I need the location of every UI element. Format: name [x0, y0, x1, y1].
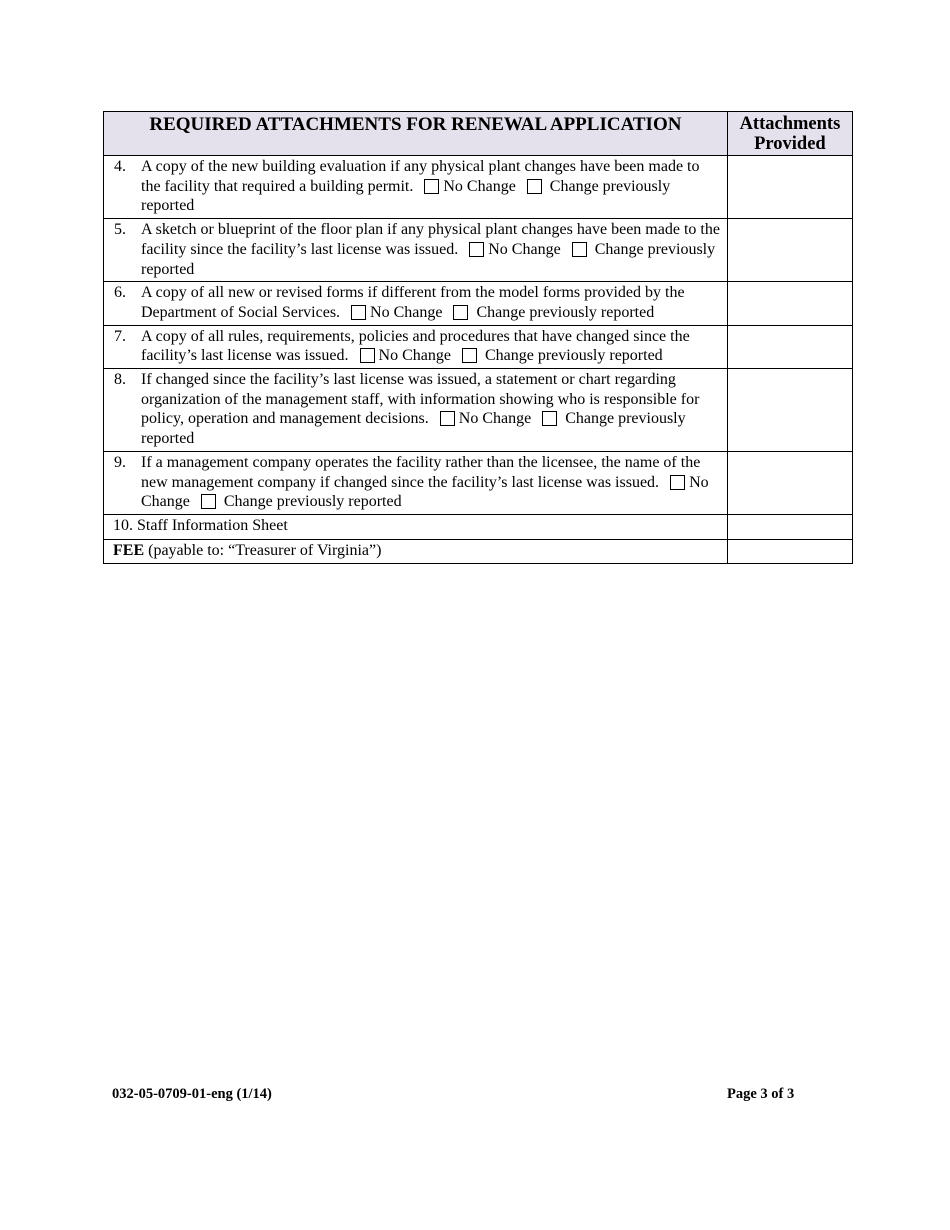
item-number: 8. [114, 371, 126, 389]
change-previously-reported-checkbox[interactable] [462, 348, 477, 363]
change-previously-reported-label: Change previously reported [484, 347, 663, 365]
no-change-label: No Change [370, 303, 443, 321]
item-cell [104, 282, 728, 325]
attachment-provided-cell[interactable] [727, 369, 852, 452]
item-text-block [141, 370, 722, 449]
change-previously-reported-label: Change previously reported [141, 410, 686, 448]
item-text-block [141, 157, 722, 216]
table-row [104, 369, 853, 452]
item-content [105, 370, 726, 450]
item-text-block [141, 283, 722, 322]
table-row [104, 219, 853, 282]
table-row [104, 451, 853, 514]
item-text: If changed since the facility’s last license was issued, a statement or chart regarding organization of the management staff, with information showing who is responsible for policy, operation and management decisions. [141, 371, 700, 428]
no-change-label: No Change [378, 347, 451, 365]
attachment-provided-cell[interactable] [727, 325, 852, 368]
fee-text: (payable to: “Treasurer of Virginia”) [148, 541, 382, 559]
no-change-checkbox[interactable] [351, 305, 366, 320]
no-change-checkbox[interactable] [360, 348, 375, 363]
attachment-provided-cell[interactable] [727, 156, 852, 219]
change-previously-reported-checkbox[interactable] [542, 411, 557, 426]
attachment-provided-cell[interactable] [727, 219, 852, 282]
attachment-provided-cell[interactable] [727, 282, 852, 325]
item-cell [104, 369, 728, 452]
item-text: A copy of the new building evaluation if any physical plant changes have been made to the facility that required a building permit. [141, 158, 700, 195]
change-previously-reported-checkbox[interactable] [527, 179, 542, 194]
item-number: 7. [114, 327, 126, 345]
item-cell [104, 451, 728, 514]
change-previously-reported-checkbox[interactable] [572, 242, 587, 257]
change-previously-reported-checkbox[interactable] [453, 305, 468, 320]
change-previously-reported-label: Change previously reported [476, 303, 655, 321]
table-row [104, 282, 853, 325]
item-content [105, 157, 726, 217]
change-previously-reported-label: Change previously reported [141, 177, 671, 215]
no-change-label: No Change [443, 177, 516, 195]
item-cell [104, 219, 728, 282]
table-row [104, 156, 853, 219]
change-previously-reported-label: Change previously reported [141, 240, 716, 278]
item-text-block [141, 453, 722, 512]
item-content [105, 327, 726, 367]
item-text: If a management company operates the facility rather than the licensee, the name of the new management company if changed since the facility’s last license was issued. [141, 453, 701, 491]
no-change-checkbox[interactable] [469, 242, 484, 257]
item-text: A copy of all new or revised forms if different from the model forms provided by the Department of Social Services. [141, 284, 685, 321]
item-cell [104, 325, 728, 368]
item-text-block [141, 327, 722, 366]
item-content [105, 220, 726, 280]
item-text-block [141, 220, 722, 279]
staff-information-sheet: 10. Staff Information Sheet [104, 514, 728, 539]
no-change-checkbox[interactable] [424, 179, 439, 194]
item-number: 9. [114, 453, 126, 471]
no-change-checkbox[interactable] [440, 411, 455, 426]
table-title: REQUIRED ATTACHMENTS FOR RENEWAL APPLICATION [104, 112, 728, 156]
item-number: 5. [114, 221, 126, 239]
no-change-checkbox[interactable] [670, 475, 685, 490]
fee-row [104, 539, 728, 564]
item-cell [104, 156, 728, 219]
change-previously-reported-checkbox[interactable] [201, 494, 216, 509]
fee-label: FEE [113, 541, 145, 559]
no-change-label: No Change [488, 240, 561, 258]
attachments-table [103, 111, 853, 564]
item-content [105, 283, 726, 323]
table-row [104, 514, 853, 539]
attachments-provided-header: Attachments Provided [727, 112, 852, 156]
attachment-provided-cell[interactable] [727, 451, 852, 514]
item-text: A copy of all rules, requirements, policies and procedures that have changed since the facility’s last license was issued. [141, 327, 690, 365]
table-header-row [104, 112, 853, 156]
attachment-provided-cell[interactable] [727, 514, 852, 539]
form-id: 032-05-0709-01-eng (1/14) [112, 1086, 272, 1102]
no-change-label: No Change [141, 473, 709, 511]
item-content [105, 453, 726, 513]
item-number: 4. [114, 158, 126, 175]
no-change-label: No Change [458, 410, 532, 428]
table-row [104, 539, 853, 564]
attachment-provided-cell[interactable] [727, 539, 852, 564]
item-text: A sketch or blueprint of the floor plan if any physical plant changes have been made to the facility since the facility’s last license was issued. [141, 221, 720, 258]
table-row [104, 325, 853, 368]
page-number: Page 3 of 3 [727, 1086, 795, 1102]
change-previously-reported-label: Change previously reported [223, 493, 402, 511]
item-number: 6. [114, 284, 126, 302]
